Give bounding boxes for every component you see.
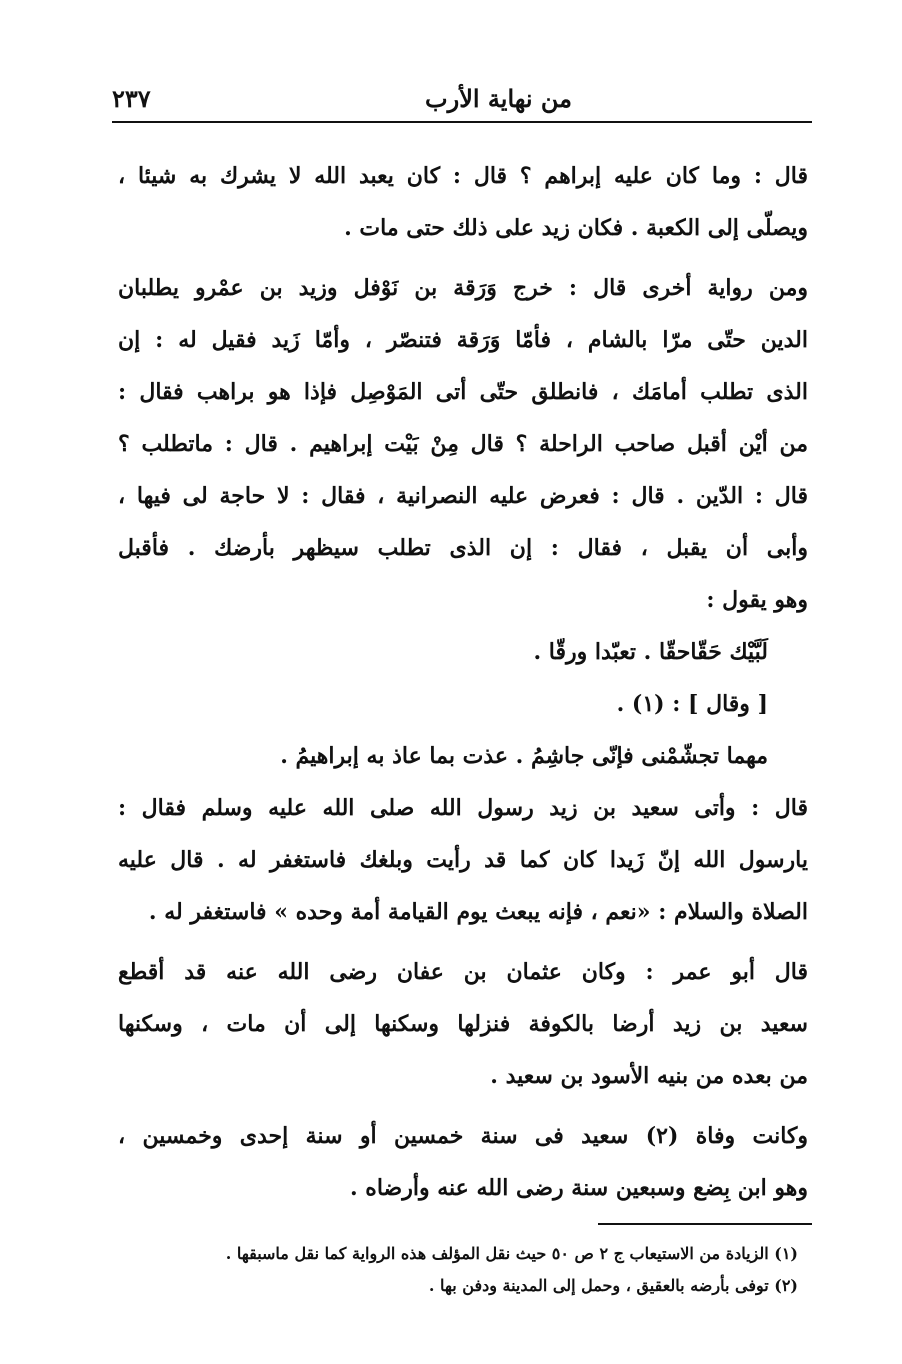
text-line: قال أبو عمر : وكان عثمان بن عفان رضى الله عنه قد أقطع xyxy=(118,959,808,985)
text-line: ومن رواية أخرى قال : خرج وَرَقة بن نَوْفل وزيد بن عمْرو يطلبان xyxy=(118,275,808,301)
text-line: وهو ابن بِضع وسبعين سنة رضى الله عنه وأرضاه . xyxy=(349,1175,808,1201)
text-line: يارسول الله إنّ زَيدا كان كما قد رأيت وبلغك فاستغفر له . قال عليه xyxy=(118,847,808,873)
footnote: (١) الزيادة من الاستيعاب ج ٢ ص ٥٠ حيث نقل المؤلف هذه الرواية كما نقل ماسبقها . xyxy=(225,1244,798,1263)
text-line: الذى تطلب أمامَك ، فانطلق حتّى أتى المَوْصِل فإذا هو براهب فقال : xyxy=(118,379,808,405)
text-line: الصلاة والسلام : «نعم ، فإنه يبعث يوم القيامة أمة وحده » فاستغفر له . xyxy=(148,899,808,925)
text-line: قال : وما كان عليه إبراهم ؟ قال : كان يعبد الله لا يشرك به شيئا ، xyxy=(118,163,808,189)
text-line: من أيْن أقبل صاحب الراحلة ؟ قال مِنْ بَيْت إبراهيم . قال : ماتطلب ؟ xyxy=(118,431,808,457)
text-line: قال : الدّين . قال : فعرض عليه النصرانية ، فقال : لا حاجة لى فيها ، xyxy=(118,483,808,509)
text-line: سعيد بن زيد أرضا بالكوفة فنزلها وسكنها إلى أن مات ، وسكنها xyxy=(118,1011,808,1037)
running-title: من نهاية الأرب xyxy=(425,84,572,113)
header-rule xyxy=(112,121,812,123)
page-header xyxy=(112,80,812,120)
footnote-rule xyxy=(598,1223,812,1225)
text-line: وأبى أن يقبل ، فقال : إن الذى تطلب سيظهر بأرضك . فأقبل xyxy=(118,535,808,561)
text-line: وكانت وفاة (٢) سعيد فى سنة خمسين أو سنة إحدى وخمسين ، xyxy=(118,1123,808,1149)
footnotes xyxy=(118,1238,798,1302)
footnote: (٢) توفى بأرضه بالعقيق ، وحمل إلى المدينة ودفن بها . xyxy=(428,1276,798,1295)
verse-line: [ وقال ] : (١) . xyxy=(616,691,768,717)
text-line: من بعده من بنيه الأسود بن سعيد . xyxy=(490,1063,808,1089)
text-line: الدين حتّى مرّا بالشام ، فأمّا وَرَقة فتنصّر ، وأمّا زَيد فقيل له : إن xyxy=(118,327,808,353)
verse-line: لَبَّيْك حَقّاحقّا . تعبّدا ورقّا . xyxy=(533,639,768,665)
text-line: ويصلّى إلى الكعبة . فكان زيد على ذلك حتى مات . xyxy=(344,215,808,241)
main-text xyxy=(118,150,808,1214)
text-line: قال : وأتى سعيد بن زيد رسول الله صلى الله عليه وسلم فقال : xyxy=(118,795,808,821)
page-number: ٢٣٧ xyxy=(112,84,151,113)
text-line: وهو يقول : xyxy=(706,587,808,613)
verse-line: مهما تجشّمْنى فإنّى جاشِمُ . عذت بما عاذ به إبراهيمُ . xyxy=(280,743,768,769)
